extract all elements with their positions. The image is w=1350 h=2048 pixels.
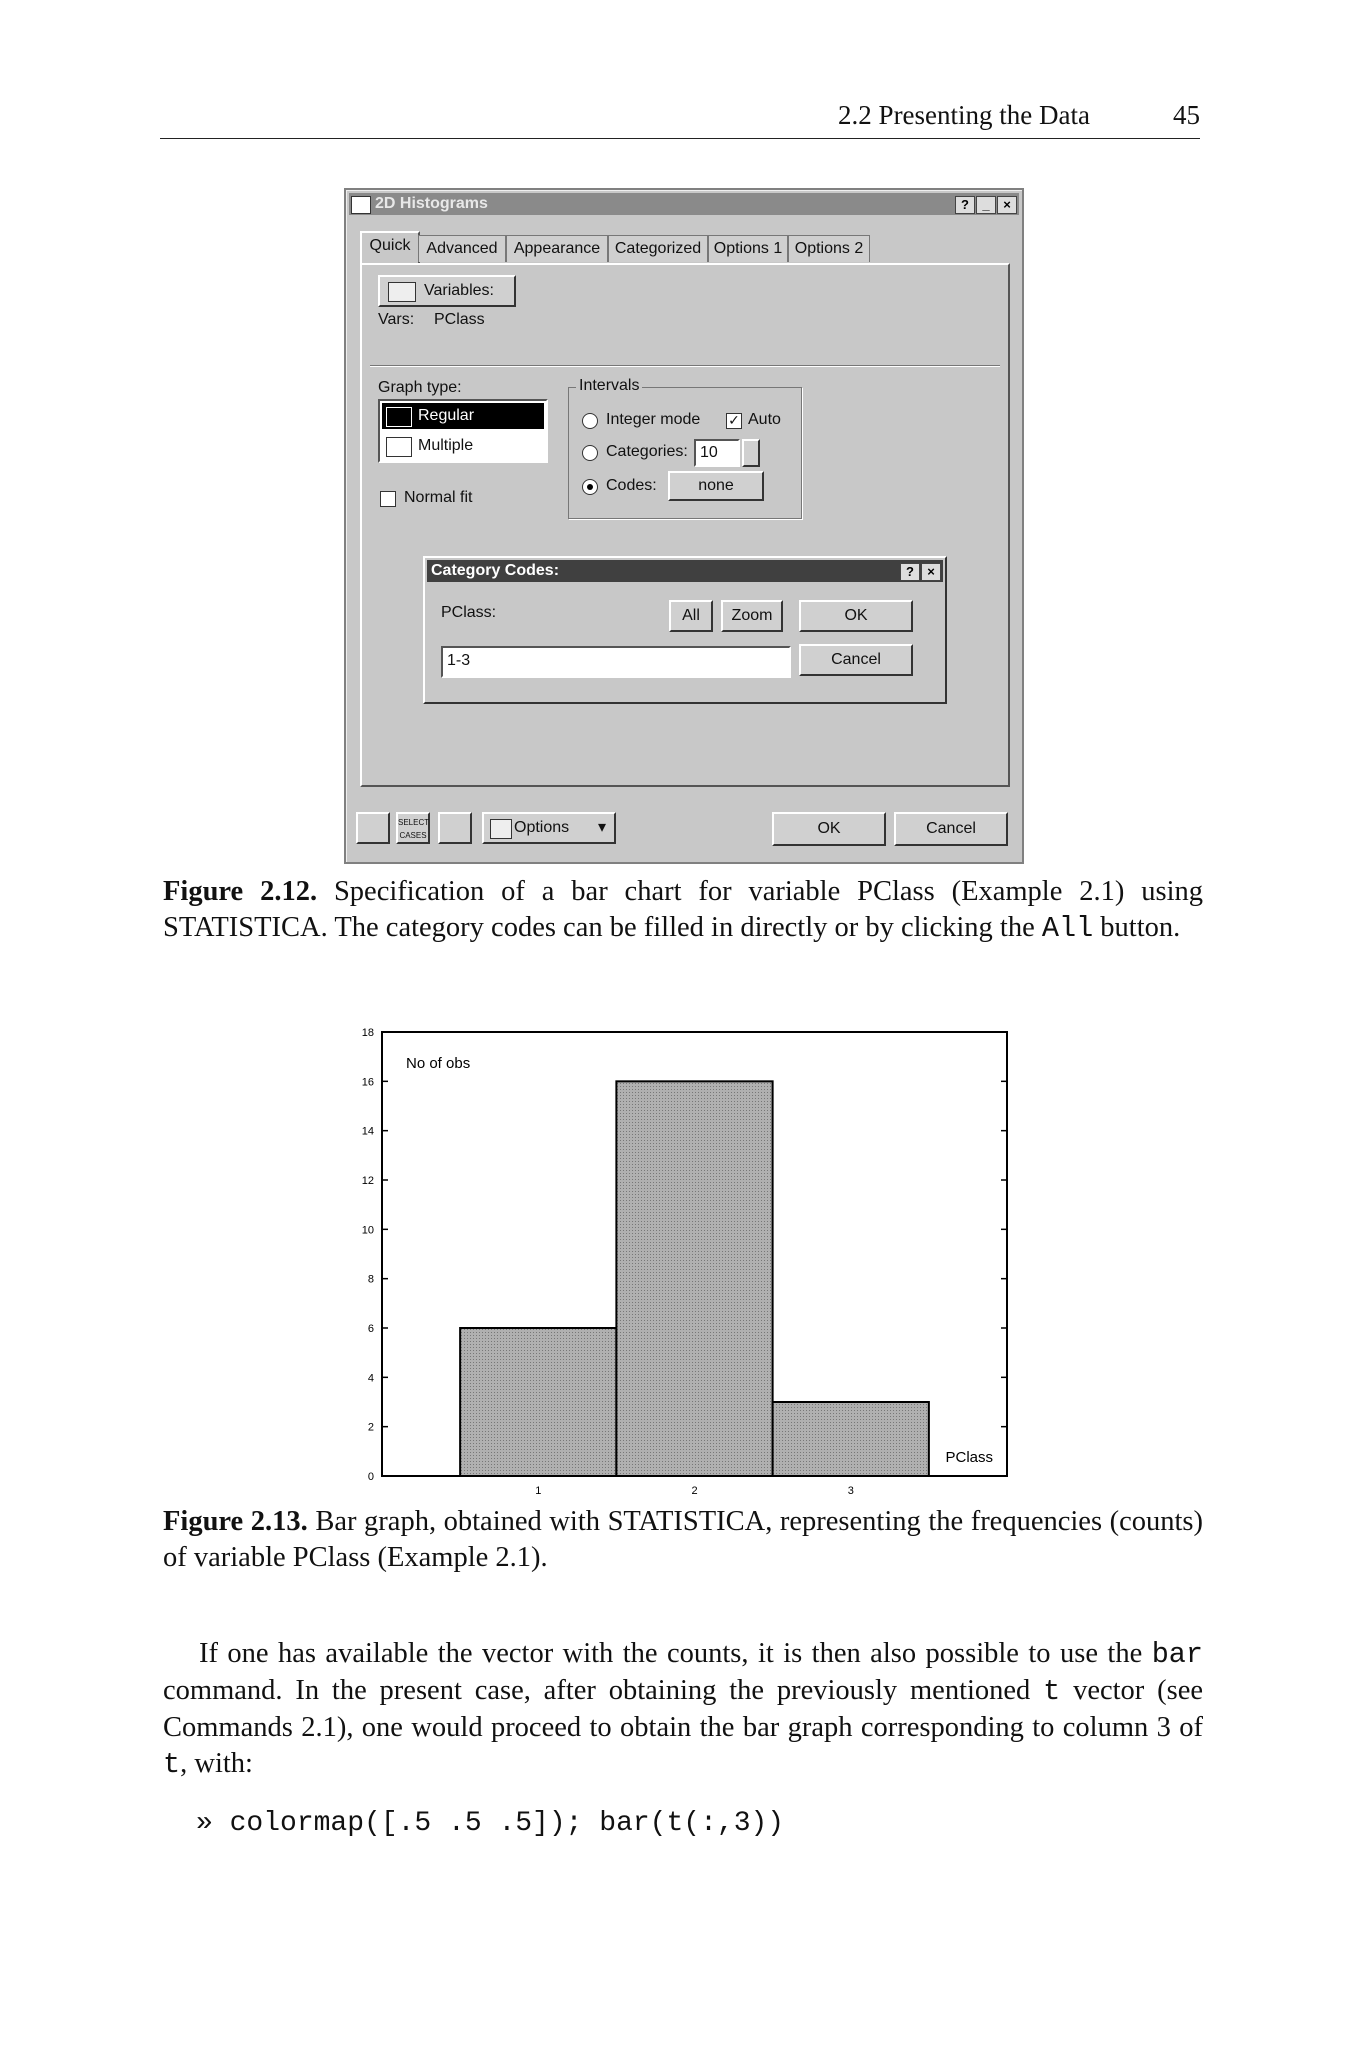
options-label: Options <box>514 819 570 836</box>
histogram-dialog <box>344 188 1024 864</box>
print-icon[interactable] <box>438 812 472 844</box>
auto-checkbox[interactable]: ✓ <box>726 413 742 429</box>
paragraph-code-3: t <box>163 1748 181 1781</box>
section-title: 2.2 Presenting the Data <box>838 100 1090 130</box>
help-button[interactable]: ? <box>955 196 975 214</box>
tab-options-1[interactable]: Options 1 <box>708 235 788 262</box>
y-tick-label: 10 <box>361 1224 374 1237</box>
paragraph-code-1: bar <box>1151 1638 1203 1671</box>
chevron-down-icon: ▾ <box>597 819 606 836</box>
codes-radio[interactable] <box>582 479 598 495</box>
figure-2-13-label: Figure 2.13. <box>163 1506 308 1537</box>
bar-chart <box>350 1020 1030 1510</box>
categories-spinner[interactable] <box>742 439 760 467</box>
category-codes-titlebar <box>427 560 943 582</box>
figure-2-13-text: Bar graph, obtained with STATISTICA, representing the frequencies (counts) of variable PClass (Example 2.1). <box>163 1506 1203 1573</box>
category-codes-cancel-button[interactable]: Cancel <box>799 644 913 676</box>
normal-fit-label: Normal fit <box>404 489 473 506</box>
y-tick-label: 16 <box>361 1076 374 1089</box>
figure-2-13-caption <box>163 1504 1203 1576</box>
select-cases-button[interactable] <box>396 812 430 844</box>
zoom-button[interactable]: Zoom <box>721 600 783 632</box>
tab-options-2[interactable]: Options 2 <box>788 235 870 262</box>
bar <box>773 1402 929 1476</box>
y-tick-label: 14 <box>361 1125 374 1138</box>
body-paragraph <box>163 1636 1203 1783</box>
cancel-button[interactable]: Cancel <box>894 812 1008 846</box>
paragraph-text-4: , with: <box>180 1748 253 1779</box>
tab-advanced[interactable]: Advanced <box>418 235 506 262</box>
figure-2-12-text2: button. <box>1093 912 1181 943</box>
y-tick-label: 12 <box>361 1175 374 1187</box>
categories-radio[interactable] <box>582 445 598 461</box>
categories-input[interactable]: 10 <box>694 439 740 467</box>
normal-fit-checkbox[interactable] <box>380 491 396 507</box>
ok-button[interactable]: OK <box>772 812 886 846</box>
vars-value: PClass <box>434 311 485 328</box>
codes-input[interactable]: 1-3 <box>441 646 791 678</box>
regular-chart-icon <box>386 407 412 427</box>
graph-type-multiple[interactable]: Multiple <box>418 437 474 454</box>
category-codes-dialog <box>423 556 947 704</box>
figure-2-12-caption <box>163 874 1203 947</box>
app-icon <box>351 196 371 214</box>
quick-panel <box>360 263 1010 787</box>
y-tick-label: 6 <box>367 1323 374 1335</box>
category-codes-close-button[interactable]: × <box>921 563 941 581</box>
y-tick-label: 0 <box>367 1471 374 1483</box>
multiple-chart-icon <box>386 437 412 457</box>
x-tick-label: 1 <box>535 1485 542 1497</box>
x-tick-label: 2 <box>691 1485 698 1497</box>
paragraph-text-3: vector (see Commands 2.1), one would proceed to obtain the bar graph corresponding to column 3 of <box>163 1675 1204 1743</box>
vars-label: Vars: <box>378 311 415 328</box>
code-line: » colormap([.5 .5 .5]); bar(t(:,3)) <box>196 1808 785 1839</box>
y-tick-label: 18 <box>361 1027 374 1039</box>
x-tick-label: 3 <box>847 1485 854 1497</box>
layout-icon[interactable] <box>356 812 390 844</box>
graph-type-regular[interactable]: Regular <box>382 403 544 429</box>
paragraph-text-2: command. In the present case, after obtaining the previously mentioned <box>163 1675 1044 1706</box>
intervals-label: Intervals <box>576 377 642 395</box>
options-icon <box>490 819 512 839</box>
y-tick-label: 8 <box>367 1273 374 1286</box>
auto-label: Auto <box>748 411 781 428</box>
variables-icon <box>388 282 416 302</box>
tab-quick[interactable]: Quick <box>360 231 420 264</box>
graph-type-label: Graph type: <box>378 379 462 396</box>
figure-2-12-code: All <box>1041 912 1094 945</box>
x-axis-label: PClass <box>945 1449 993 1466</box>
paragraph-code-2: t <box>1043 1675 1061 1708</box>
figure-2-12-text: Specification of a bar chart for variable PClass (Example 2.1) using STATISTICA. The category codes can be filled in directly or by clicking the <box>163 876 1203 943</box>
category-codes-ok-button[interactable]: OK <box>799 600 913 632</box>
running-header <box>160 98 1200 139</box>
close-button[interactable]: × <box>997 196 1017 214</box>
integer-mode-label: Integer mode <box>606 411 701 428</box>
integer-mode-radio[interactable] <box>582 413 598 429</box>
minimize-button[interactable]: _ <box>976 196 996 214</box>
variables-button-label: Variables: <box>424 282 494 299</box>
bar <box>616 1081 772 1476</box>
graph-type-list[interactable] <box>378 399 548 463</box>
tab-categorized[interactable]: Categorized <box>608 235 708 262</box>
codes-button[interactable]: none <box>668 471 764 501</box>
select-cases-icon: SELECT CASES <box>398 818 430 840</box>
categories-label: Categories: <box>606 443 688 460</box>
dialog-titlebar <box>349 193 1019 215</box>
paragraph-text-1: If one has available the vector with the counts, it is then also possible to use the <box>199 1638 1152 1669</box>
codes-label: Codes: <box>606 477 657 494</box>
category-codes-title: Category Codes: <box>431 562 560 579</box>
bar <box>460 1328 616 1476</box>
tab-appearance[interactable]: Appearance <box>506 235 608 262</box>
y-tick-label: 4 <box>367 1372 374 1385</box>
dialog-title: 2D Histograms <box>375 195 488 212</box>
divider <box>370 365 1000 367</box>
all-button[interactable]: All <box>669 600 713 632</box>
options-dropdown[interactable] <box>482 812 616 844</box>
y-tick-label: 2 <box>367 1421 374 1434</box>
figure-2-12-label: Figure 2.12. <box>163 876 318 907</box>
page-number: 45 <box>1173 100 1200 130</box>
y-axis-label: No of obs <box>406 1055 471 1072</box>
pclass-label: PClass: <box>441 604 497 621</box>
variables-button[interactable] <box>378 275 516 307</box>
category-codes-help-button[interactable]: ? <box>900 563 920 581</box>
